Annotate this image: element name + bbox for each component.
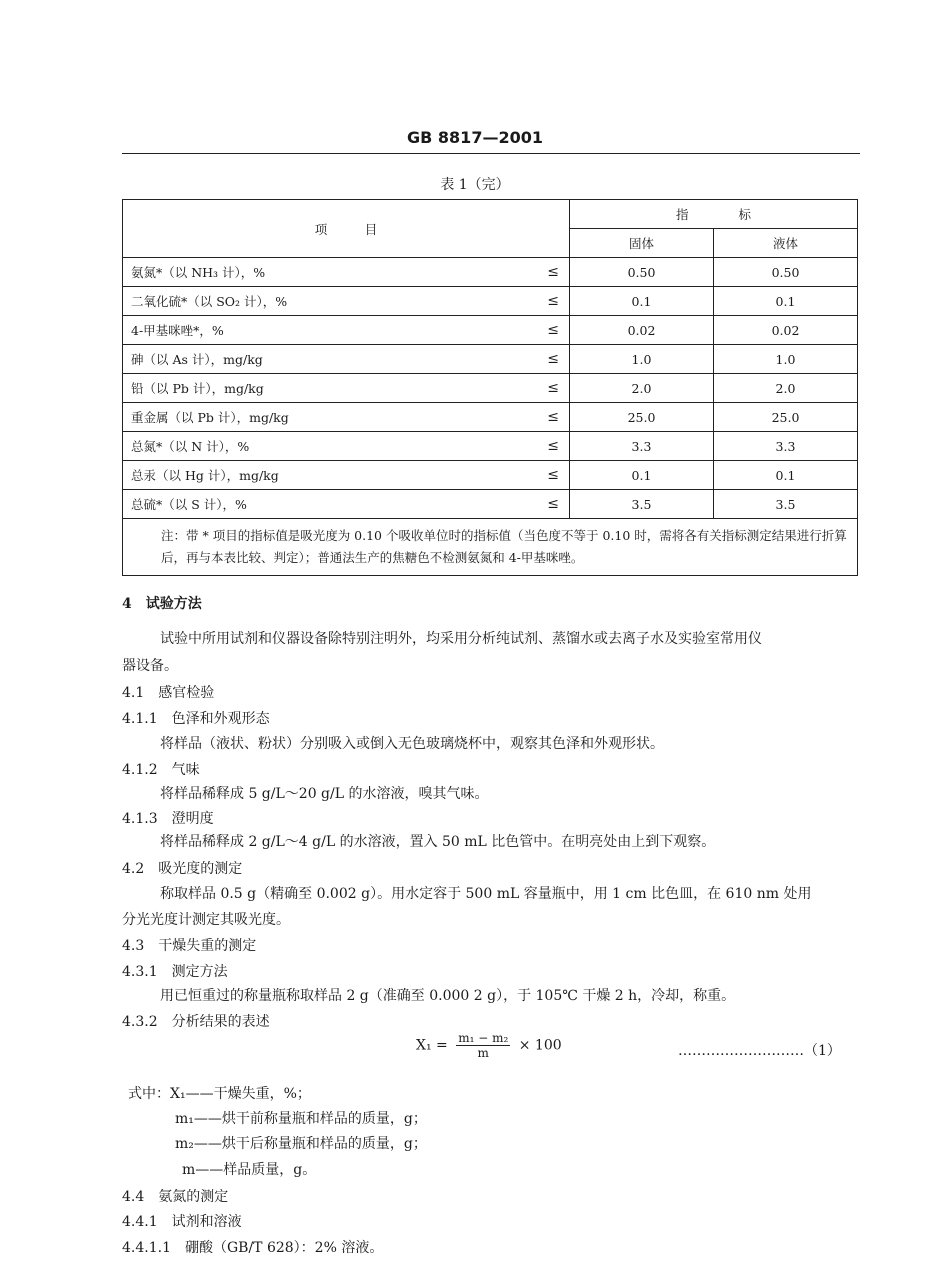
section-4-para-line1: 试验中所用试剂和仪器设备除特别注明外，均采用分析纯试剂、蒸馏水或去离子水及实验室常用仪 — [160, 631, 762, 647]
table-row — [123, 490, 858, 519]
section-4-title: 4 试验方法 — [122, 596, 202, 612]
row-operator: ≤ — [535, 403, 570, 432]
row-liquid-value: 3.5 — [714, 490, 858, 519]
row-operator: ≤ — [535, 316, 570, 345]
row-operator: ≤ — [535, 432, 570, 461]
col-item-header: 项 目 — [123, 200, 570, 258]
row-solid-value: 3.3 — [570, 432, 714, 461]
row-solid-value: 3.5 — [570, 490, 714, 519]
row-operator: ≤ — [535, 490, 570, 519]
table-row — [123, 432, 858, 461]
section-4-2-title: 4.2 吸光度的测定 — [122, 861, 243, 877]
section-4-1-2-para: 将样品稀释成 5 g/L～20 g/L 的水溶液，嗅其气味。 — [160, 786, 489, 802]
row-liquid-value: 0.1 — [714, 287, 858, 316]
header-rule — [122, 153, 860, 154]
row-operator: ≤ — [535, 374, 570, 403]
section-4-3-title: 4.3 干燥失重的测定 — [122, 938, 257, 954]
section-4-1-title: 4.1 感官检验 — [122, 685, 215, 701]
formula-lhs: X₁ = — [416, 1037, 448, 1054]
section-4-1-1-para: 将样品（液状、粉状）分别吸入或倒入无色玻璃烧杯中，观察其色泽和外观形状。 — [160, 736, 664, 752]
row-liquid-value: 1.0 — [714, 345, 858, 374]
where-m: m——样品质量，g。 — [182, 1162, 317, 1178]
formula-numerator: m₁ − m₂ — [458, 1031, 509, 1045]
col-solid-header: 固体 — [570, 229, 714, 258]
row-item-name: 4-甲基咪唑*，% — [123, 316, 536, 345]
table-row — [123, 258, 858, 287]
col-index-header: 指 标 — [570, 200, 858, 229]
where-m1: m₁——烘干前称量瓶和样品的质量，g； — [175, 1111, 427, 1127]
standard-header: GB 8817—2001 — [407, 128, 543, 147]
section-4-1-3-title: 4.1.3 澄明度 — [122, 811, 214, 827]
section-4-2-para-line1: 称取样品 0.5 g（精确至 0.002 g）。用水定容于 500 mL 容量瓶中，用 1 cm 比色皿，在 610 nm 处用 — [160, 886, 812, 902]
row-liquid-value: 2.0 — [714, 374, 858, 403]
row-item-name: 二氧化硫*（以 SO₂ 计），% — [123, 287, 536, 316]
row-solid-value: 0.1 — [570, 461, 714, 490]
table-caption: 表 1（完） — [440, 177, 510, 193]
section-4-1-1-title: 4.1.1 色泽和外观形态 — [122, 711, 270, 727]
row-solid-value: 1.0 — [570, 345, 714, 374]
table-row — [123, 403, 858, 432]
row-liquid-value: 0.02 — [714, 316, 858, 345]
where-m2: m₂——烘干后称量瓶和样品的质量，g； — [175, 1136, 427, 1152]
row-item-name: 铅（以 Pb 计），mg/kg — [123, 374, 536, 403]
row-solid-value: 0.1 — [570, 287, 714, 316]
row-operator: ≤ — [535, 258, 570, 287]
section-4-4-1-1-title: 4.4.1.1 硼酸（GB/T 628）：2% 溶液。 — [122, 1240, 384, 1256]
row-operator: ≤ — [535, 287, 570, 316]
row-item-name: 重金属（以 Pb 计），mg/kg — [123, 403, 536, 432]
row-solid-value: 0.02 — [570, 316, 714, 345]
formula-1 — [416, 1031, 562, 1060]
section-4-para-line2: 器设备。 — [122, 658, 178, 674]
where-intro: 式中：X₁——干燥失重，%； — [128, 1086, 311, 1102]
row-item-name: 总硫*（以 S 计），% — [123, 490, 536, 519]
formula-fraction — [456, 1031, 510, 1060]
section-4-4-title: 4.4 氨氮的测定 — [122, 1189, 229, 1205]
spec-table — [122, 199, 858, 576]
section-4-1-2-title: 4.1.2 气味 — [122, 762, 200, 778]
section-4-1-3-para: 将样品稀释成 2 g/L～4 g/L 的水溶液，置入 50 mL 比色管中。在明亮处由上到下观察。 — [160, 834, 716, 850]
table-row — [123, 374, 858, 403]
formula-denominator: m — [477, 1046, 489, 1060]
section-4-3-1-para: 用已恒重过的称量瓶称取样品 2 g（准确至 0.000 2 g），于 105℃ 干燥 2 h，冷却，称重。 — [160, 988, 736, 1004]
table-row — [123, 316, 858, 345]
col-liquid-header: 液体 — [714, 229, 858, 258]
row-item-name: 砷（以 As 计），mg/kg — [123, 345, 536, 374]
section-4-4-1-title: 4.4.1 试剂和溶液 — [122, 1214, 242, 1230]
row-operator: ≤ — [535, 345, 570, 374]
table-row — [123, 461, 858, 490]
row-liquid-value: 0.1 — [714, 461, 858, 490]
row-item-name: 总汞（以 Hg 计），mg/kg — [123, 461, 536, 490]
row-liquid-value: 0.50 — [714, 258, 858, 287]
row-solid-value: 2.0 — [570, 374, 714, 403]
row-liquid-value: 3.3 — [714, 432, 858, 461]
section-4-2-para-line2: 分光光度计测定其吸光度。 — [122, 912, 290, 928]
section-4-3-1-title: 4.3.1 测定方法 — [122, 964, 228, 980]
row-item-name: 总氮*（以 N 计），% — [123, 432, 536, 461]
row-solid-value: 25.0 — [570, 403, 714, 432]
formula-rhs: × 100 — [518, 1037, 562, 1054]
table-row — [123, 345, 858, 374]
formula-number: ………………………（1） — [678, 1043, 841, 1059]
row-liquid-value: 25.0 — [714, 403, 858, 432]
table-note: 注：带 * 项目的指标值是吸光度为 0.10 个吸收单位时的指标值（当色度不等于 0.10 时，需将各有关指标测定结果进行折算后，再与本表比较、判定）；普通法生产的焦糖色不检测氨氮和 4-甲基咪唑。 — [123, 519, 858, 576]
row-item-name: 氨氮*（以 NH₃ 计），% — [123, 258, 536, 287]
row-operator: ≤ — [535, 461, 570, 490]
row-solid-value: 0.50 — [570, 258, 714, 287]
section-4-3-2-title: 4.3.2 分析结果的表述 — [122, 1014, 270, 1030]
table-row — [123, 287, 858, 316]
